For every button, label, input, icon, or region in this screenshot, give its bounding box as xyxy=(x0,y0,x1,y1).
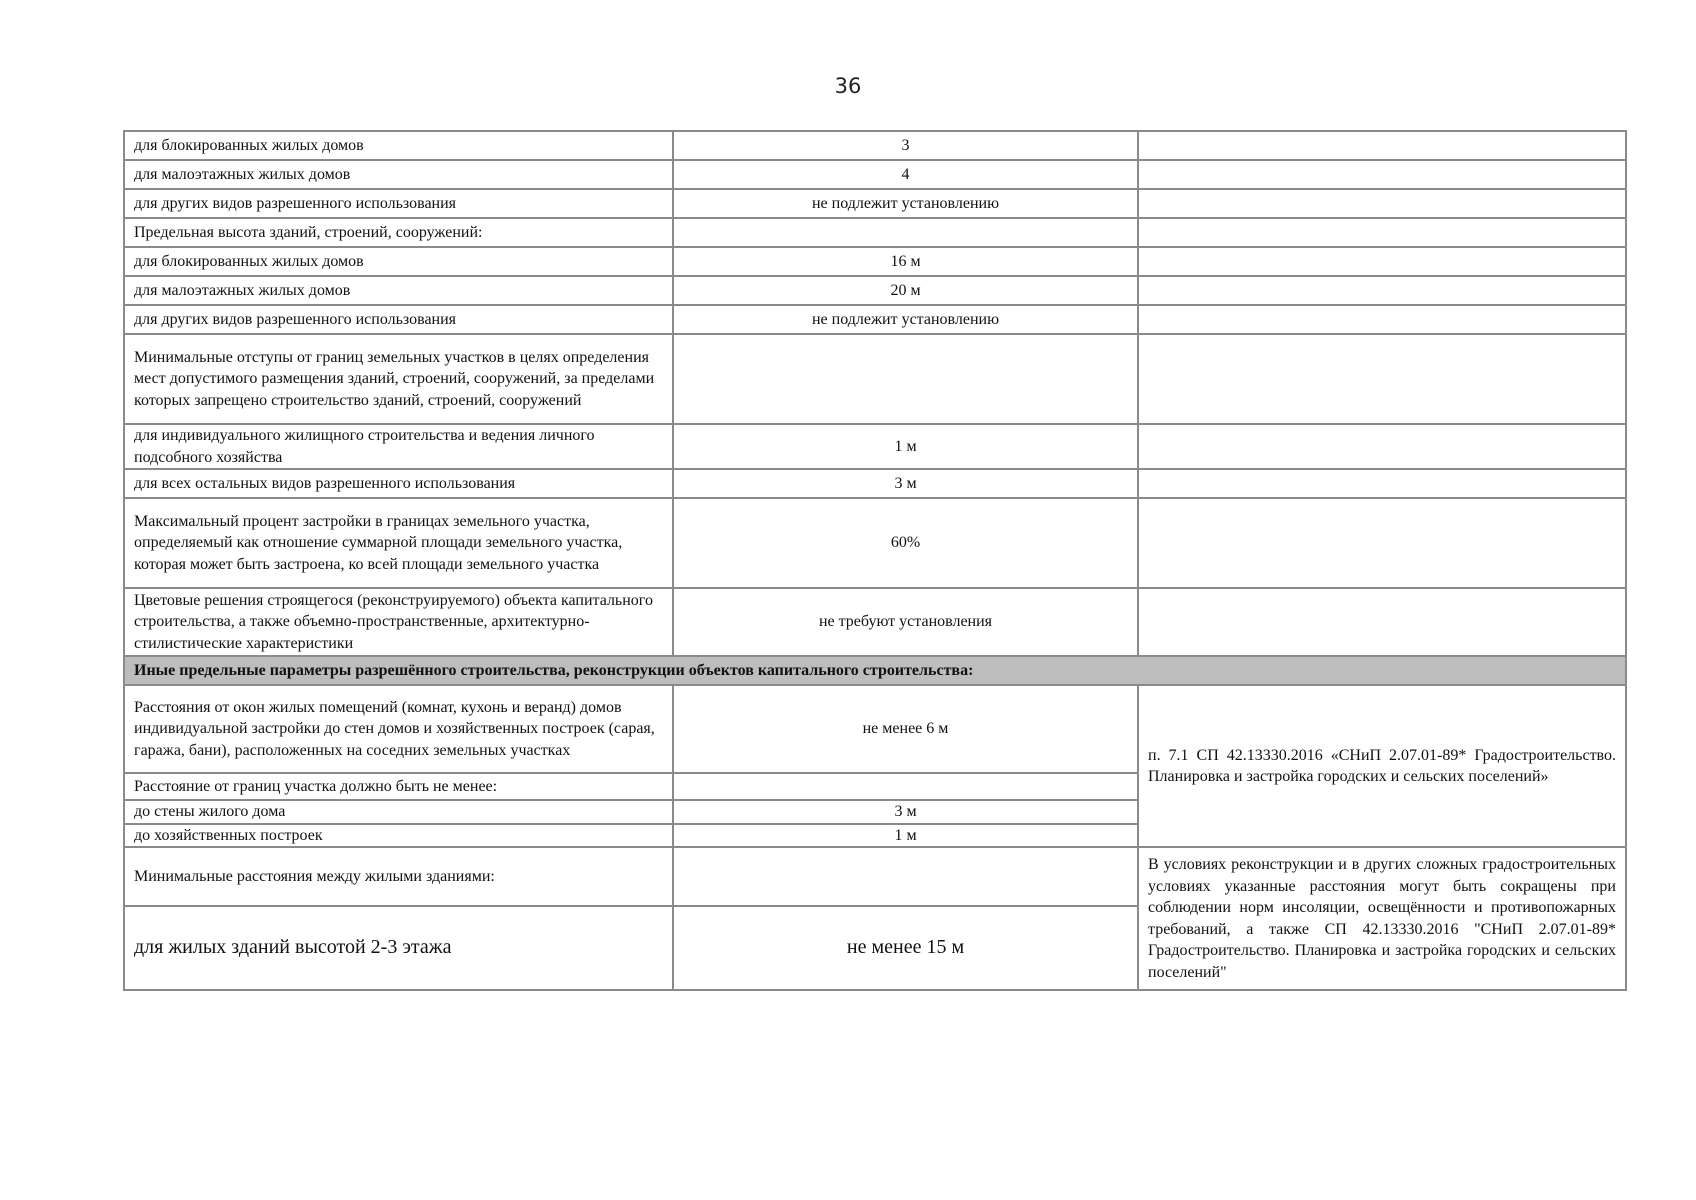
param-label: для всех остальных видов разрешенного использования xyxy=(124,469,673,498)
param-value: не требуют установления xyxy=(673,588,1138,656)
param-value: не подлежит установлению xyxy=(673,305,1138,334)
page-number: 36 xyxy=(834,74,862,98)
param-value: 3 xyxy=(673,131,1138,160)
param-note xyxy=(1138,588,1626,656)
param-note xyxy=(1138,247,1626,276)
table-row xyxy=(124,334,1626,424)
param-label: до хозяйственных построек xyxy=(124,824,673,848)
param-label: Максимальный процент застройки в границах земельного участка, определяемый как отношение суммарной площади земельного участка, которая может быть застроена, ко всей площади земельного участка xyxy=(124,498,673,588)
param-label: Минимальные отступы от границ земельных участков в целях определения мест допустимого размещения зданий, строений, сооружений, за пределами которых запрещено строительство зданий, строений, сооружений xyxy=(124,334,673,424)
param-label: для индивидуального жилищного строительства и ведения личного подсобного хозяйства xyxy=(124,424,673,469)
param-note xyxy=(1138,160,1626,189)
param-value: 1 м xyxy=(673,824,1138,848)
param-value: не менее 15 м xyxy=(673,906,1138,990)
table-row xyxy=(124,189,1626,218)
param-value: 16 м xyxy=(673,247,1138,276)
param-value: 3 м xyxy=(673,469,1138,498)
table-row xyxy=(124,305,1626,334)
param-value: 4 xyxy=(673,160,1138,189)
param-note xyxy=(1138,276,1626,305)
regulations-table xyxy=(123,130,1627,991)
regulation-reference-note: п. 7.1 СП 42.13330.2016 «СНиП 2.07.01-89* Градостроительство. Планировка и застройка городских и сельских поселений» xyxy=(1138,685,1626,847)
param-label: для блокированных жилых домов xyxy=(124,131,673,160)
param-note xyxy=(1138,469,1626,498)
param-label: для малоэтажных жилых домов xyxy=(124,160,673,189)
table-row xyxy=(124,131,1626,160)
param-label: для малоэтажных жилых домов xyxy=(124,276,673,305)
section-header-row xyxy=(124,656,1626,685)
param-value: 3 м xyxy=(673,800,1138,824)
section-header: Иные предельные параметры разрешённого строительства, реконструкции объектов капитального строительства: xyxy=(124,656,1626,685)
param-label: Минимальные расстояния между жилыми зданиями: xyxy=(124,847,673,906)
param-note xyxy=(1138,334,1626,424)
table-row xyxy=(124,685,1626,773)
param-value xyxy=(673,218,1138,247)
param-value: 20 м xyxy=(673,276,1138,305)
param-value: не подлежит установлению xyxy=(673,189,1138,218)
table-row xyxy=(124,469,1626,498)
param-label: для жилых зданий высотой 2-3 этажа xyxy=(124,906,673,990)
reconstruction-note: В условиях реконструкции и в других сложных градостроительных условиях указанные расстояния могут быть сокращены при соблюдении норм инсоляции, освещённости и противопожарных требований, а также СП 42.13330.2016 "СНиП 2.07.01-89* Градостроительство. Планировка и застройка городских и сельских поселений" xyxy=(1138,847,1626,990)
param-label: Цветовые решения строящегося (реконструируемого) объекта капитального строительства, а также объемно-пространственные, архитектурно-стилистические характеристики xyxy=(124,588,673,656)
param-label: для других видов разрешенного использования xyxy=(124,189,673,218)
param-value: 1 м xyxy=(673,424,1138,469)
table-row xyxy=(124,588,1626,656)
param-label: Расстояние от границ участка должно быть не менее: xyxy=(124,773,673,800)
param-note xyxy=(1138,189,1626,218)
param-label: для блокированных жилых домов xyxy=(124,247,673,276)
table-row xyxy=(124,847,1626,906)
param-label: Предельная высота зданий, строений, сооружений: xyxy=(124,218,673,247)
param-note xyxy=(1138,305,1626,334)
param-label: для других видов разрешенного использования xyxy=(124,305,673,334)
param-value: не менее 6 м xyxy=(673,685,1138,773)
param-value xyxy=(673,334,1138,424)
param-note xyxy=(1138,131,1626,160)
param-value xyxy=(673,847,1138,906)
param-value: 60% xyxy=(673,498,1138,588)
param-value xyxy=(673,773,1138,800)
param-label: до стены жилого дома xyxy=(124,800,673,824)
table-row xyxy=(124,218,1626,247)
param-note xyxy=(1138,424,1626,469)
param-note xyxy=(1138,498,1626,588)
table-row xyxy=(124,247,1626,276)
param-label: Расстояния от окон жилых помещений (комнат, кухонь и веранд) домов индивидуальной застройки до стен домов и хозяйственных построек (сарая, гаража, бани), расположенных на соседних земельных участках xyxy=(124,685,673,773)
param-note xyxy=(1138,218,1626,247)
table-row xyxy=(124,276,1626,305)
table-row xyxy=(124,424,1626,469)
table-row xyxy=(124,498,1626,588)
table-row xyxy=(124,160,1626,189)
